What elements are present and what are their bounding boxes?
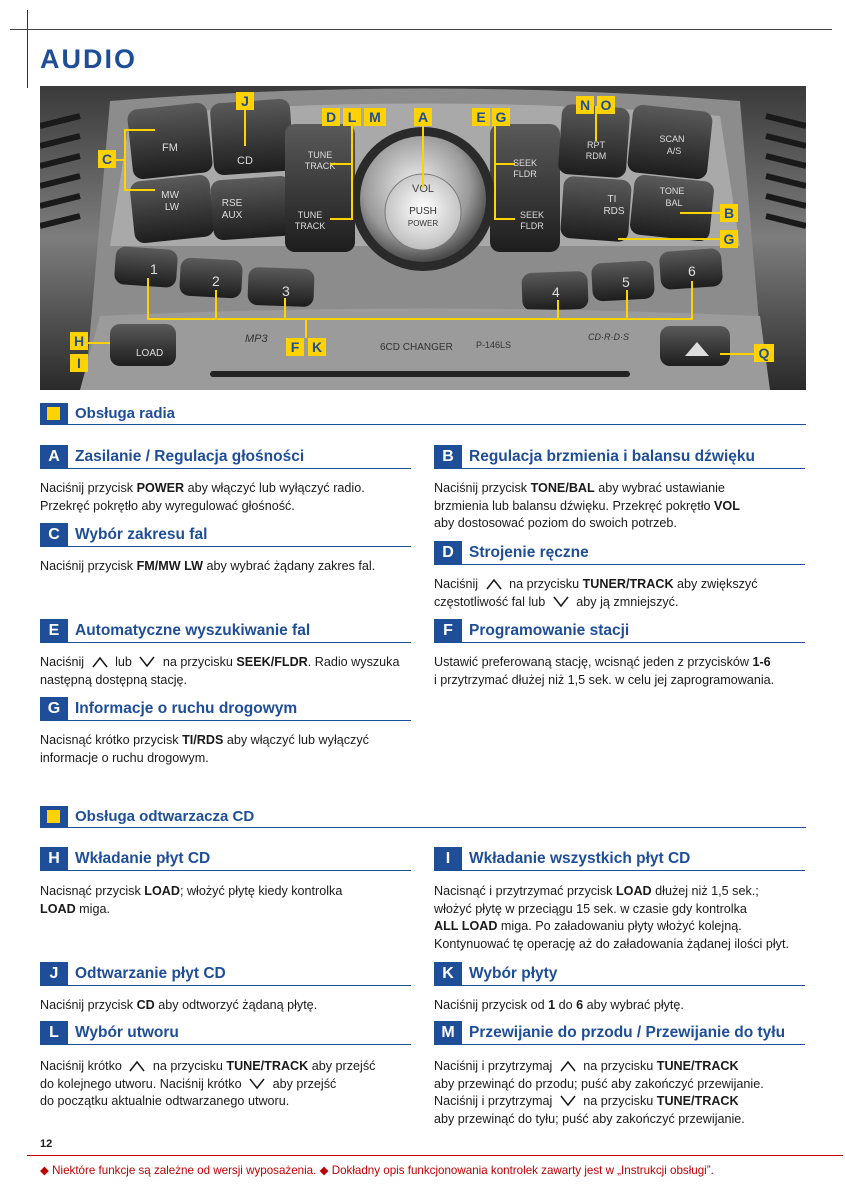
fldr-down-label: FLDR [520, 221, 544, 231]
rpt-label: RPT [587, 140, 605, 150]
mw-lw-button [129, 174, 215, 244]
item-c-badge: C [40, 523, 68, 547]
item-m-text: Naciśnij i przytrzymaj na przycisku TUNE/TRACK aby przewinąć do przodu; puść aby zakończyć przewijanie. Naciśnij i przytrzymaj na przycisku TUNE/TRACK aby przewinąć do tyłu; puść aby zakończyć przewijanie. [434, 1059, 764, 1126]
item-g-header [40, 697, 411, 721]
mw-label: MW [161, 190, 179, 201]
as-label: A/S [666, 146, 682, 156]
item-i-badge: I [434, 847, 462, 871]
item-f-header [434, 619, 805, 643]
chevron-up-icon [485, 578, 503, 590]
item-a-title: Zasilanie / Regulacja głośności [75, 448, 305, 465]
item-g-text: Nacisnąć krótko przycisk TI/RDS aby włączyć lub wyłączyć informacje o ruchu drogowym. [40, 733, 369, 765]
item-h-badge: H [40, 847, 68, 871]
item-a-text: Naciśnij przycisk POWER aby włączyć lub wyłączyć radio. Przekręć pokrętło aby wyregulować głośność. [40, 481, 365, 513]
callout-f: F [290, 339, 300, 355]
callout-k: K [311, 339, 323, 355]
footer-divider [27, 1155, 843, 1156]
chevron-down-icon [138, 656, 156, 668]
tune-down-label: TUNE [297, 210, 323, 220]
item-j-badge: J [40, 962, 68, 986]
item-k-badge: K [434, 962, 462, 986]
vol-label: VOL [411, 183, 435, 195]
item-b-text: Naciśnij przycisk TONE/BAL aby wybrać ustawianie brzmienia lub balansu dźwięku. Przekręć pokrętło VOL aby dostosować poziom do swoich potrzeb. [434, 481, 740, 530]
item-f-title: Programowanie stacji [469, 622, 630, 639]
item-e-header [40, 619, 411, 643]
callout-n: N [579, 97, 591, 113]
item-g-title: Informacje o ruchu drogowym [75, 700, 298, 717]
item-e-title: Automatyczne wyszukiwanie fal [75, 622, 311, 639]
callout-j: J [241, 93, 249, 109]
item-j-text: Naciśnij przycisk CD aby odtworzyć żądaną płytę. [40, 998, 318, 1012]
radio-panel-photo [40, 86, 806, 390]
tune-up-label: TUNE [307, 150, 333, 160]
item-b-header [434, 445, 805, 469]
item-h-text: Nacisnąć przycisk LOAD; włożyć płytę kiedy kontrolka LOAD miga. [40, 884, 343, 916]
item-d-header [434, 541, 805, 565]
preset-4-label: 4 [552, 284, 560, 300]
callout-b: B [723, 205, 735, 221]
chevron-up-icon [91, 656, 109, 668]
cd-slot [210, 371, 630, 377]
item-a-badge: A [40, 445, 68, 469]
cdrds-label: CD·R·D·S [588, 332, 629, 342]
item-f-text: Ustawić preferowaną stację, wcisnąć jeden z przycisków 1-6 i przytrzymać dłużej niż 1,5 sek. w celu jej zaprogramowania. [434, 655, 775, 687]
page-number: 12 [40, 1138, 53, 1150]
section-marker-icon [40, 806, 68, 828]
item-m-header [434, 1021, 805, 1045]
item-d-badge: D [434, 541, 462, 565]
section-marker-icon [40, 403, 68, 425]
section-cd-title: Obsługa odtwarzacza CD [75, 808, 255, 825]
track-up-label: TRACK [304, 161, 336, 171]
item-l-text: Naciśnij krótko na przycisku TUNE/TRACK aby przejść do kolejnego utworu. Naciśnij krótko aby przejść do początku aktualnie odtwarzanego utworu. [40, 1059, 376, 1108]
preset-1-label: 1 [150, 261, 158, 277]
chevron-down-icon [559, 1095, 577, 1107]
chevron-down-icon [248, 1078, 266, 1090]
tone-label: TONE [659, 186, 685, 196]
item-b-badge: B [434, 445, 462, 469]
rse-aux-button [210, 175, 294, 240]
callout-h: H [73, 333, 85, 349]
footer-note: ◆ Niektóre funkcje są zależne od wersji wyposażenia. ◆ Dokładny opis funkcjonowania kontrolek zawarty jest w „Instrukcji obsługi”. [40, 1164, 714, 1177]
seek-up-label: SEEK [512, 158, 538, 168]
preset-2-label: 2 [212, 273, 220, 289]
item-f-badge: F [434, 619, 462, 643]
section-radio-title: Obsługa radia [75, 405, 176, 422]
ti-rds-button [560, 176, 632, 243]
tone-bal-button [629, 174, 715, 242]
callout-m: M [369, 109, 381, 125]
item-a-header [40, 445, 411, 469]
fldr-up-label: FLDR [513, 169, 537, 179]
rds-label: RDS [603, 206, 625, 217]
changer-label: 6CD CHANGER [380, 342, 453, 353]
callout-e: E [476, 109, 486, 125]
callout-c: C [101, 151, 113, 167]
fm-button [127, 102, 214, 180]
item-m-badge: M [434, 1021, 462, 1045]
item-k-text: Naciśnij przycisk od 1 do 6 aby wybrać płytę. [434, 998, 684, 1012]
push-label: PUSH [409, 206, 437, 217]
item-d-title: Strojenie ręczne [469, 544, 589, 561]
chevron-up-icon [128, 1060, 146, 1072]
rpt-rdm-button [558, 104, 631, 179]
item-l-badge: L [40, 1021, 68, 1045]
callout-f-top: G [495, 109, 507, 125]
item-b-title: Regulacja brzmienia i balansu dźwięku [469, 448, 755, 465]
rdm-label: RDM [585, 151, 607, 161]
callout-i: I [77, 355, 81, 371]
callout-l: L [347, 109, 357, 125]
item-e-badge: E [40, 619, 68, 643]
item-i-title: Wkładanie wszystkich płyt CD [469, 850, 691, 867]
scan-label: SCAN [659, 134, 685, 144]
chevron-up-icon [559, 1060, 577, 1072]
rse-label: RSE [221, 198, 243, 209]
aux-label: AUX [221, 210, 243, 221]
fm-label: FM [162, 142, 178, 154]
item-c-title: Wybór zakresu fal [75, 526, 208, 543]
preset-5-label: 5 [622, 274, 630, 290]
mp3-label: MP3 [245, 333, 268, 345]
load-button [110, 324, 176, 366]
item-g-badge: G [40, 697, 68, 721]
item-i-text: Nacisnąć i przytrzymać przycisk LOAD dłużej niż 1,5 sek.; włożyć płytę w przeciągu 15 sek. w czasie gdy kontrolka ALL LOAD miga. Po załadowaniu płyty włożyć kolejną. Kontynuować tę operację aż do załadowania żądanej ilości płyt. [434, 884, 789, 951]
model-label: P-146LS [476, 340, 512, 350]
callout-q: Q [758, 345, 770, 361]
item-e-text: Naciśnij lub na przycisku SEEK/FLDR. Radio wyszuka następną dostępną stację. [40, 655, 400, 687]
crop-mark-vertical [27, 10, 28, 88]
callout-d: D [325, 109, 337, 125]
item-i-header [434, 847, 805, 871]
ti-label: TI [607, 194, 617, 205]
item-j-title: Odtwarzanie płyt CD [75, 965, 226, 982]
item-j-header [40, 962, 411, 986]
chevron-down-icon [552, 596, 570, 608]
item-k-title: Wybór płyty [469, 965, 558, 982]
item-l-title: Wybór utworu [75, 1024, 179, 1041]
cd-label: CD [237, 155, 253, 167]
item-m-title: Przewijanie do przodu / Przewijanie do tyłu [469, 1024, 786, 1041]
seek-down-label: SEEK [519, 210, 545, 220]
page-title: AUDIO [40, 44, 137, 74]
scan-button [627, 104, 714, 180]
callout-a: A [417, 109, 429, 125]
item-c-text: Naciśnij przycisk FM/MW LW aby wybrać żądany zakres fal. [40, 559, 376, 573]
seek-fldr-button [490, 124, 560, 252]
callout-g: G [723, 231, 735, 247]
item-k-header [434, 962, 805, 986]
item-h-header [40, 847, 411, 871]
item-c-header [40, 523, 411, 547]
track-down-label: TRACK [294, 221, 326, 231]
power-label: POWER [407, 219, 439, 228]
section-radio-header [40, 403, 806, 425]
lw-label: LW [164, 202, 180, 213]
preset-6-label: 6 [688, 263, 696, 279]
item-l-header [40, 1021, 411, 1045]
item-h-title: Wkładanie płyt CD [75, 850, 211, 867]
callout-o: O [600, 97, 612, 113]
item-d-text: Naciśnij na przycisku TUNER/TRACK aby zwiększyć częstotliwość fal lub aby ją zmniejszyć. [434, 577, 758, 609]
bal-label: BAL [665, 198, 683, 208]
load-label: LOAD [136, 348, 164, 359]
tune-track-button [285, 124, 355, 252]
preset-3-label: 3 [282, 283, 290, 299]
crop-mark-horizontal [10, 29, 832, 30]
section-cd-header [40, 806, 806, 828]
